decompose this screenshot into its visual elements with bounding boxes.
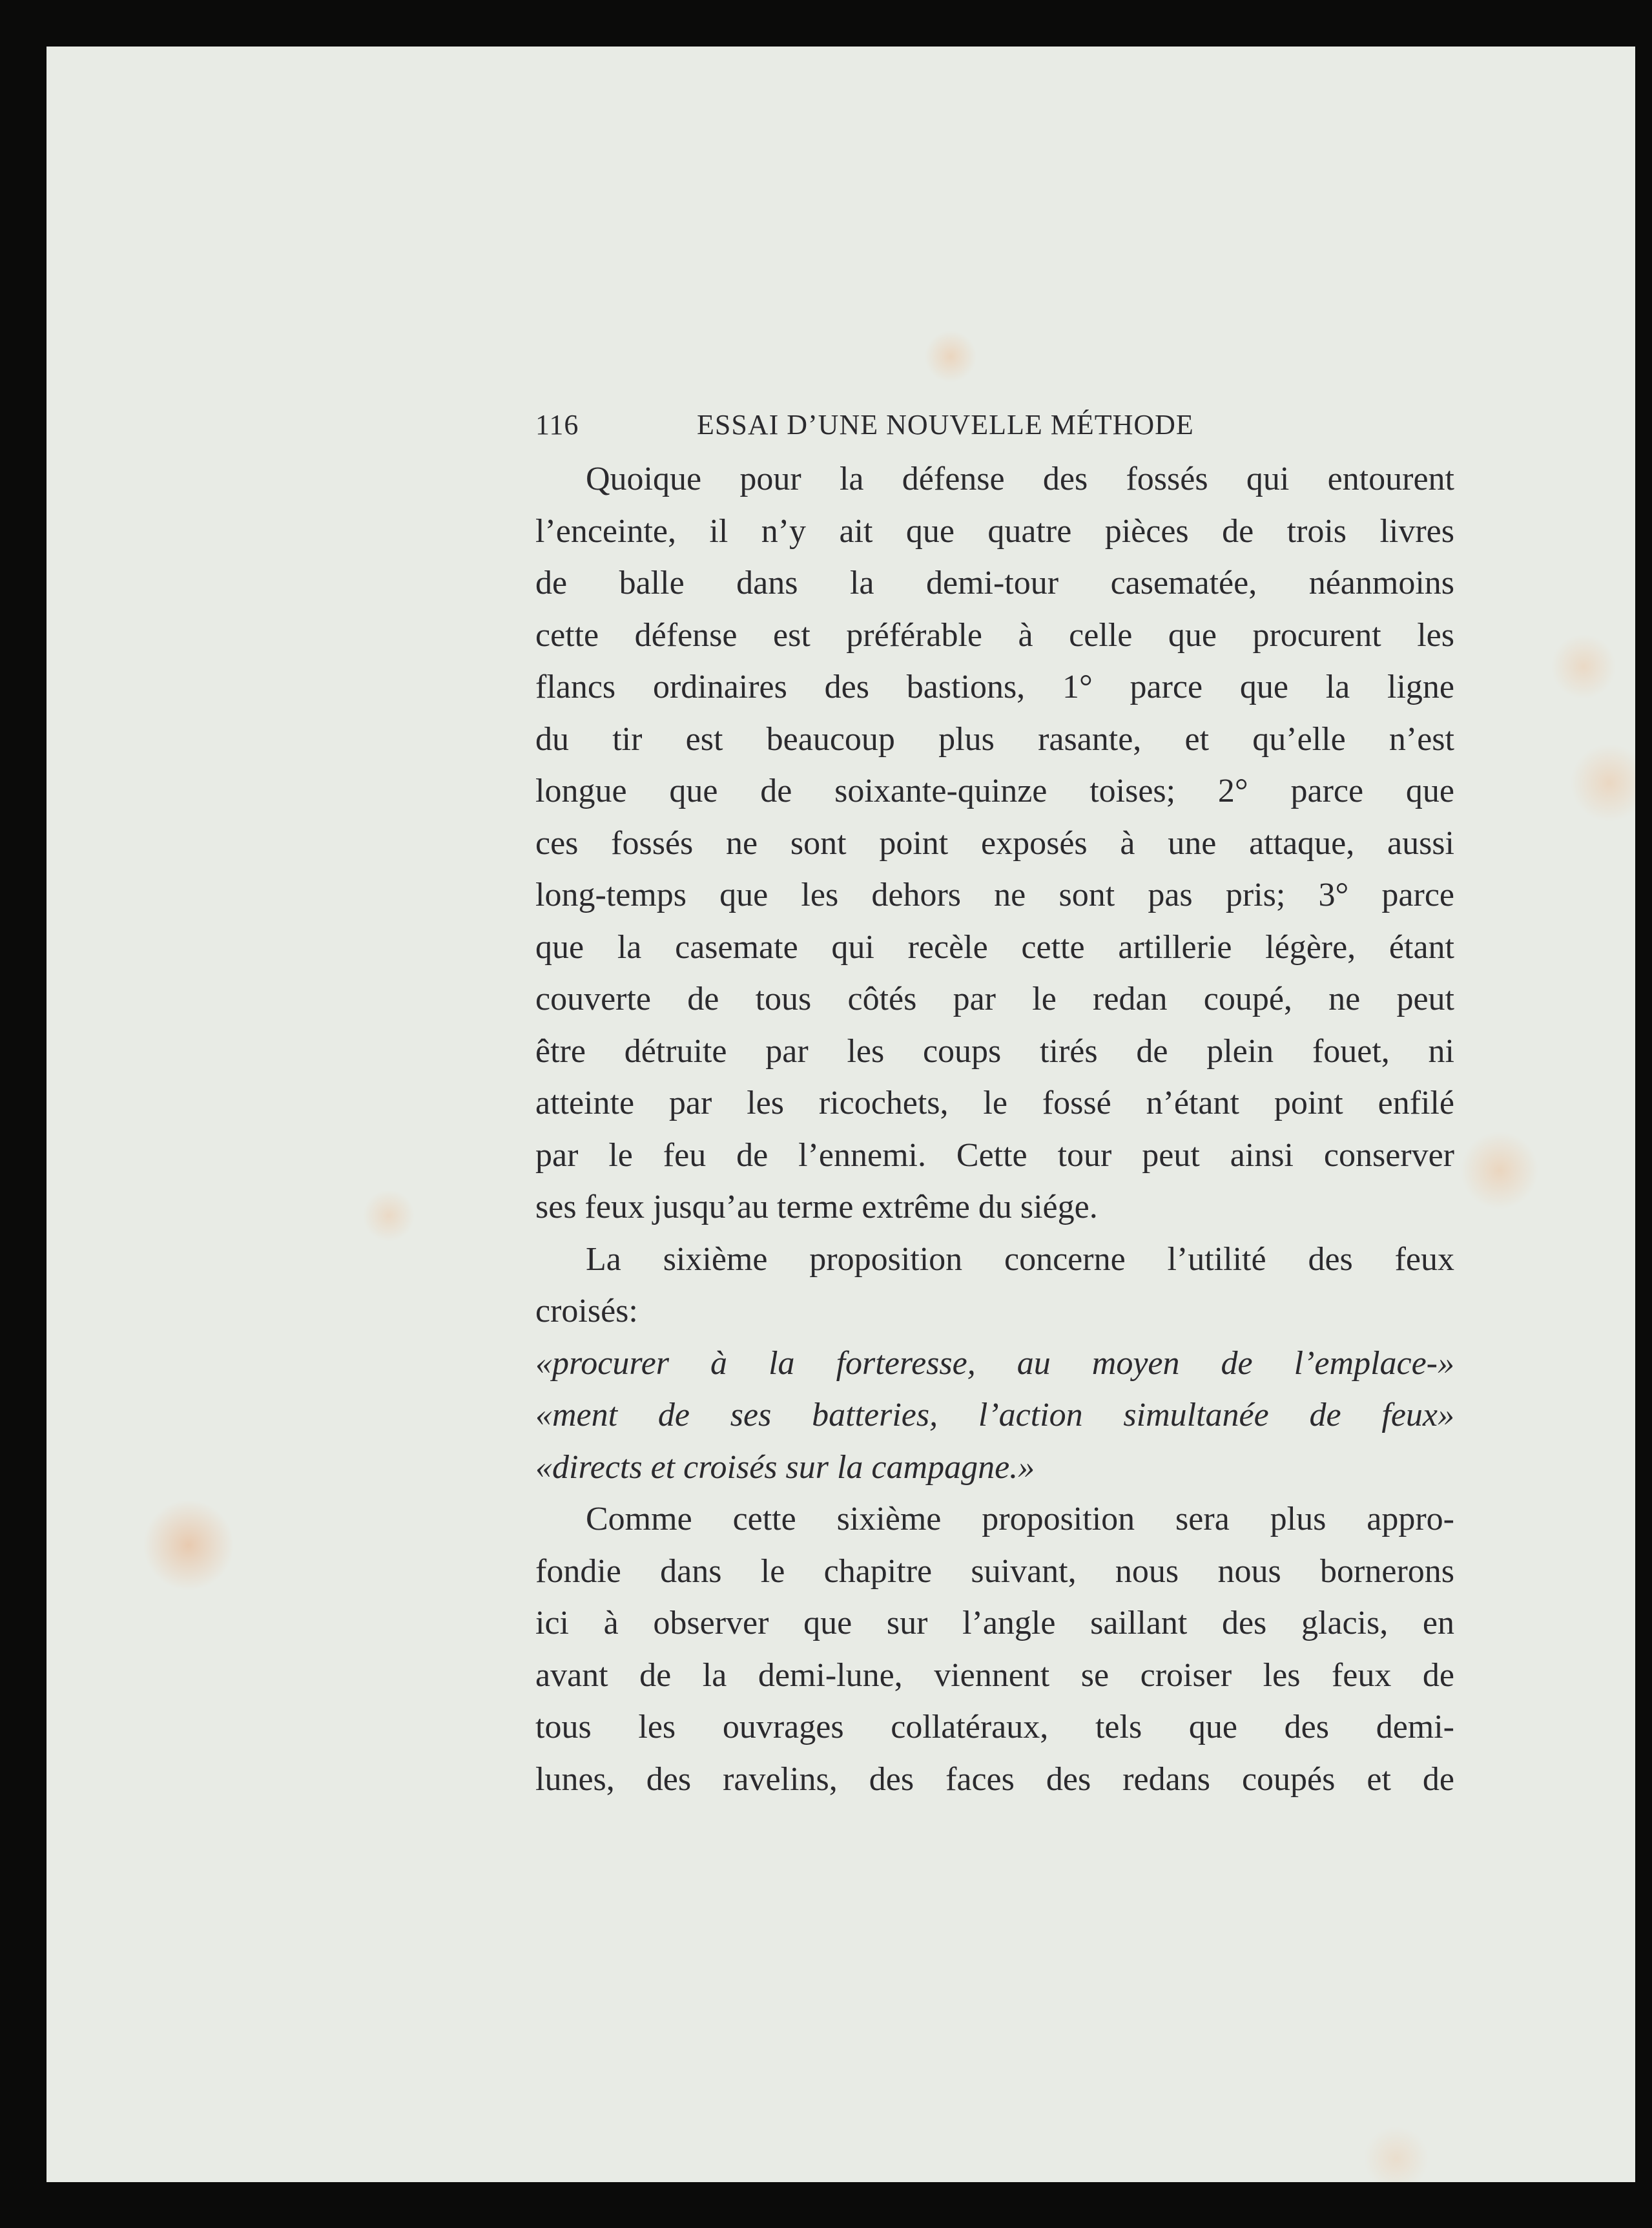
- running-header: [535, 408, 1454, 453]
- quoted-line: «procurer à la forteresse, au moyen de l’emplace-»: [535, 1344, 1454, 1382]
- text-line: de balle dans la demi-tour casematée, néanmoins: [535, 565, 1454, 601]
- text-line: tous les ouvrages collatéraux, tels que des demi-: [535, 1709, 1454, 1745]
- page-number: 116: [535, 409, 579, 441]
- running-title: ESSAI D’UNE NOUVELLE MÉTHODE: [697, 409, 1194, 441]
- text-line: Comme cette sixième proposition sera plus appro-: [586, 1501, 1454, 1537]
- text-line: cette défense est préférable à celle que procurent les: [535, 616, 1454, 654]
- text-line: lunes, des ravelins, des faces des redans coupés et de: [535, 1760, 1454, 1798]
- text-line: atteinte par les ricochets, le fossé n’étant point enfilé: [535, 1085, 1454, 1121]
- text-line: avant de la demi-lune, viennent se croiser les feux de: [535, 1656, 1454, 1694]
- text-line: que la casemate qui recèle cette artillerie légère, étant: [535, 928, 1454, 966]
- text-block: [535, 408, 1454, 1806]
- text-line: Quoique pour la défense des fossés qui entourent: [586, 461, 1454, 497]
- text-line: croisés:: [535, 1293, 638, 1329]
- text-line: être détruite par les coups tirés de plein fouet, ni: [535, 1032, 1454, 1070]
- quoted-line: «ment de ses batteries, l’action simultanée de feux»: [535, 1397, 1454, 1433]
- text-line: ses feux jusqu’au terme extrême du siége.: [535, 1189, 1098, 1225]
- text-line: ces fossés ne sont point exposés à une attaque, aussi: [535, 824, 1454, 862]
- text-line: du tir est beaucoup plus rasante, et qu’elle n’est: [535, 720, 1454, 758]
- text-line: ici à observer que sur l’angle saillant des glacis, en: [535, 1605, 1454, 1641]
- text-line: couverte de tous côtés par le redan coupé, ne peut: [535, 981, 1454, 1017]
- text-line: par le feu de l’ennemi. Cette tour peut ainsi conserver: [535, 1136, 1454, 1174]
- text-line: flancs ordinaires des bastions, 1° parce que la ligne: [535, 669, 1454, 705]
- text-line: longue que de soixante-quinze toises; 2° parce que: [535, 773, 1454, 809]
- book-page: [46, 47, 1635, 2182]
- text-line: La sixième proposition concerne l’utilité des feux: [586, 1240, 1454, 1278]
- text-line: fondie dans le chapitre suivant, nous nous bornerons: [535, 1552, 1454, 1590]
- text-line: long-temps que les dehors ne sont pas pris; 3° parce: [535, 877, 1454, 913]
- text-line: l’enceinte, il n’y ait que quatre pièces de trois livres: [535, 512, 1454, 550]
- quoted-line: «directs et croisés sur la campagne.»: [535, 1448, 1035, 1486]
